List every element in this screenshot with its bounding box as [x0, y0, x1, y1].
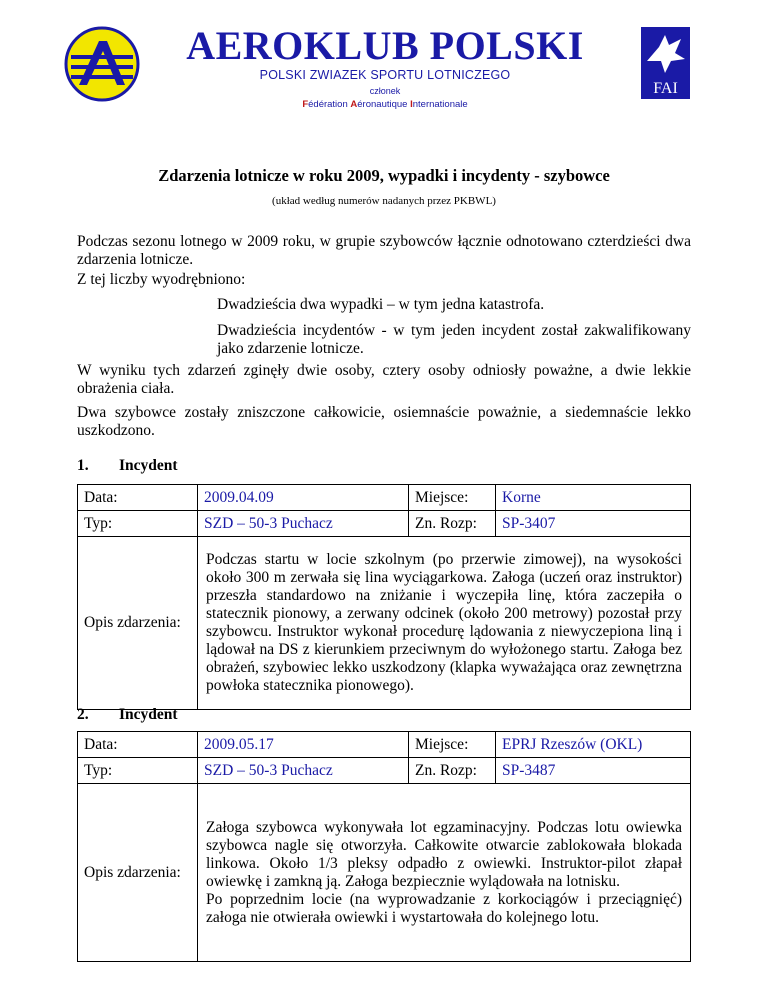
incident-number: 2.: [77, 706, 89, 723]
type-value: SZD – 50-3 Puchacz: [198, 758, 409, 784]
aeroklub-logo-icon: [63, 25, 141, 103]
place-label: Miejsce:: [409, 732, 496, 758]
description-text: Podczas startu w locie szkolnym (po przerwie zimowej), na wysokości około 300 m zerwała się lina wyciągarkowa. Załoga (uczeń oraz instruktor) przeszła standardowo na zniżanie i wyczepiła linę, która zaczepiła o statecznik pionowy, a zerwany odcinek (około 200 metrowy) pozostał przy szybowcu. Instruktor wykonał procedurę lądowania z niewyczepiona liną i lądował na DS z kierunkiem przeciwnym do wyłożonego startu. Załoga bez obrażeń, szybowiec lekko uszkodzony (klapka wyważająca oraz zewnętrzna powłoka statecznika pionowego).: [198, 537, 691, 710]
description-label: Opis zdarzenia:: [78, 537, 198, 710]
paragraph-incidents: Dwadzieścia incydentów - w tym jeden incydent został zakwalifikowany jako zdarzenie lotnicze.: [217, 322, 691, 357]
registration-value: SP-3407: [496, 511, 691, 537]
place-value: EPRJ Rzeszów (OKL): [496, 732, 691, 758]
incident-heading: [77, 457, 178, 475]
paragraph-summary: Podczas sezonu lotnego w 2009 roku, w grupie szybowców łącznie odnotowano czterdzieści dwa zdarzenia lotnicze.: [77, 233, 691, 268]
type-label: Typ:: [78, 511, 198, 537]
incident-heading: [77, 706, 178, 724]
paragraph-intro: Z tej liczby wyodrębniono:: [77, 271, 246, 288]
type-value: SZD – 50-3 Puchacz: [198, 511, 409, 537]
paragraph-injuries: W wyniku tych zdarzeń zginęły dwie osoby, cztery osoby odniosły poważne, a dwie lekkie obrażenia ciała.: [77, 362, 691, 397]
org-name: AEROKLUB POLSKI: [186, 23, 584, 68]
member-label: członek: [369, 86, 401, 96]
paragraph-accidents: Dwadzieścia dwa wypadki – w tym jedna katastrofa.: [217, 296, 545, 313]
incident-kind: Incydent: [119, 457, 178, 474]
table-row: [78, 732, 691, 758]
incident-table: [77, 731, 691, 962]
description-extra-text: Po poprzednim locie (na wyprowadzanie z korkociągów i przeciągnięć) załoga nie otwierała owiewki i wystartowała do kolejnego lotu.: [206, 890, 682, 926]
date-value: 2009.04.09: [198, 485, 409, 511]
registration-label: Zn. Rozp:: [409, 511, 496, 537]
place-value: Korne: [496, 485, 691, 511]
description-cell: [198, 784, 691, 962]
place-label: Miejsce:: [409, 485, 496, 511]
date-label: Data:: [78, 732, 198, 758]
document-subtitle: (układ według numerów nadanych przez PKBWL): [272, 195, 496, 207]
document-title: Zdarzenia lotnicze w roku 2009, wypadki i incydenty - szybowce: [158, 166, 610, 185]
table-row: [78, 537, 691, 710]
type-label: Typ:: [78, 758, 198, 784]
incident-kind: Incydent: [119, 706, 178, 723]
paragraph-damage: Dwa szybowce zostały zniszczone całkowicie, osiemnaście poważnie, a siedemnaście lekko uszkodzono.: [77, 404, 691, 439]
fai-logo-text: FAI: [653, 80, 678, 97]
description-label: Opis zdarzenia:: [78, 784, 198, 962]
registration-label: Zn. Rozp:: [409, 758, 496, 784]
incident-table: [77, 484, 691, 710]
table-row: [78, 758, 691, 784]
date-label: Data:: [78, 485, 198, 511]
registration-value: SP-3487: [496, 758, 691, 784]
table-row: [78, 511, 691, 537]
fai-logo-icon: [641, 27, 690, 99]
fai-name: Fédération Aéronautique Internationale: [302, 99, 468, 110]
incident-number: 1.: [77, 457, 89, 474]
org-subtitle: POLSKI ZWIAZEK SPORTU LOTNICZEGO: [259, 68, 511, 82]
date-value: 2009.05.17: [198, 732, 409, 758]
table-row: [78, 784, 691, 962]
description-text: Załoga szybowca wykonywała lot egzaminacyjny. Podczas lotu owiewka szybowca nagle się otworzyła. Całkowite otwarcie zablokowała blokada linkowa. Około 1/3 pleksy odpadło z owiewki. Instruktor-pilot złapał owiewkę i zamkną ją. Załoga bezpiecznie wylądowała na lotnisku.: [206, 818, 682, 890]
table-row: [78, 485, 691, 511]
